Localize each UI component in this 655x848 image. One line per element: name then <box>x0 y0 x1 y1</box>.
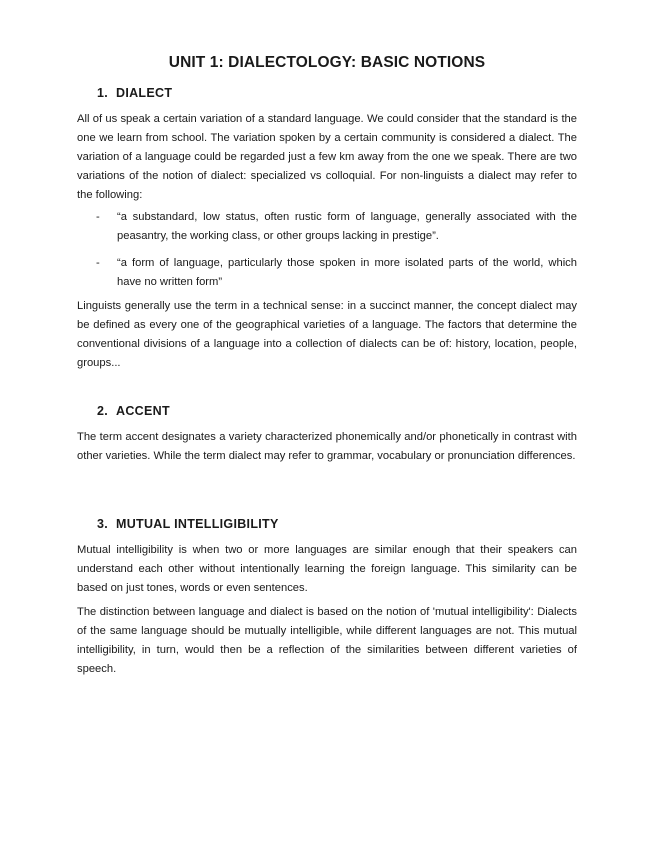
section-number: 3. <box>97 517 109 531</box>
bullet-marker: - <box>96 211 100 223</box>
section-heading-dialect <box>97 86 172 100</box>
list-item <box>77 208 577 246</box>
paragraph: All of us speak a certain variation of a standard language. We could consider that the standard is the one we learn from school. The variation spoken by a certain community is considered a dialect. The variation of a language could be regarded just a few km away from the one we speak. There are two variations of the notion of dialect: specialized vs colloquial. For non-linguists a dialect may refer to the following: <box>77 113 577 201</box>
section-title: DIALECT <box>116 86 173 100</box>
paragraph: The distinction between language and dialect is based on the notion of 'mutual intelligibility': Dialects of the same language should be mutually intelligible, while different languages are not. This mutual intelligibility, in turn, would then be a reflection of the similarities between different varieties of speech. <box>77 606 577 675</box>
section-number: 2. <box>97 404 109 418</box>
paragraph: The term accent designates a variety characterized phonemically and/or phonetically in contrast with other varieties. While the term dialect may refer to grammar, vocabulary or pronunciation differences. <box>77 431 577 462</box>
paragraph: Mutual intelligibility is when two or more languages are similar enough that their speakers can understand each other without intentionally learning the foreign language. This similarity can be based on just tones, words or even sentences. <box>77 544 577 594</box>
paragraph: Linguists generally use the term in a technical sense: in a succinct manner, the concept dialect may be defined as every one of the geographical varieties of a language. The factors that determine the conventional divisions of a language into a collection of dialects can be of: history, location, people, groups... <box>77 300 577 369</box>
bullet-marker: - <box>96 257 100 269</box>
bullet-text: “a form of language, particularly those spoken in more isolated parts of the world, which have no written form” <box>117 257 577 288</box>
list-item <box>77 254 577 292</box>
bullet-list <box>77 254 577 292</box>
bullet-text: “a substandard, low status, often rustic form of language, generally associated with the peasantry, the working class, or other groups lacking in prestige”. <box>117 211 577 242</box>
section-heading-accent <box>97 404 170 418</box>
section-title: ACCENT <box>116 404 170 418</box>
section-heading-mutual-intelligibility <box>97 517 279 531</box>
bullet-list <box>77 208 577 246</box>
page-title: UNIT 1: DIALECTOLOGY: BASIC NOTIONS <box>168 54 486 71</box>
section-number: 1. <box>97 86 109 100</box>
section-title: MUTUAL INTELLIGIBILITY <box>116 517 279 531</box>
